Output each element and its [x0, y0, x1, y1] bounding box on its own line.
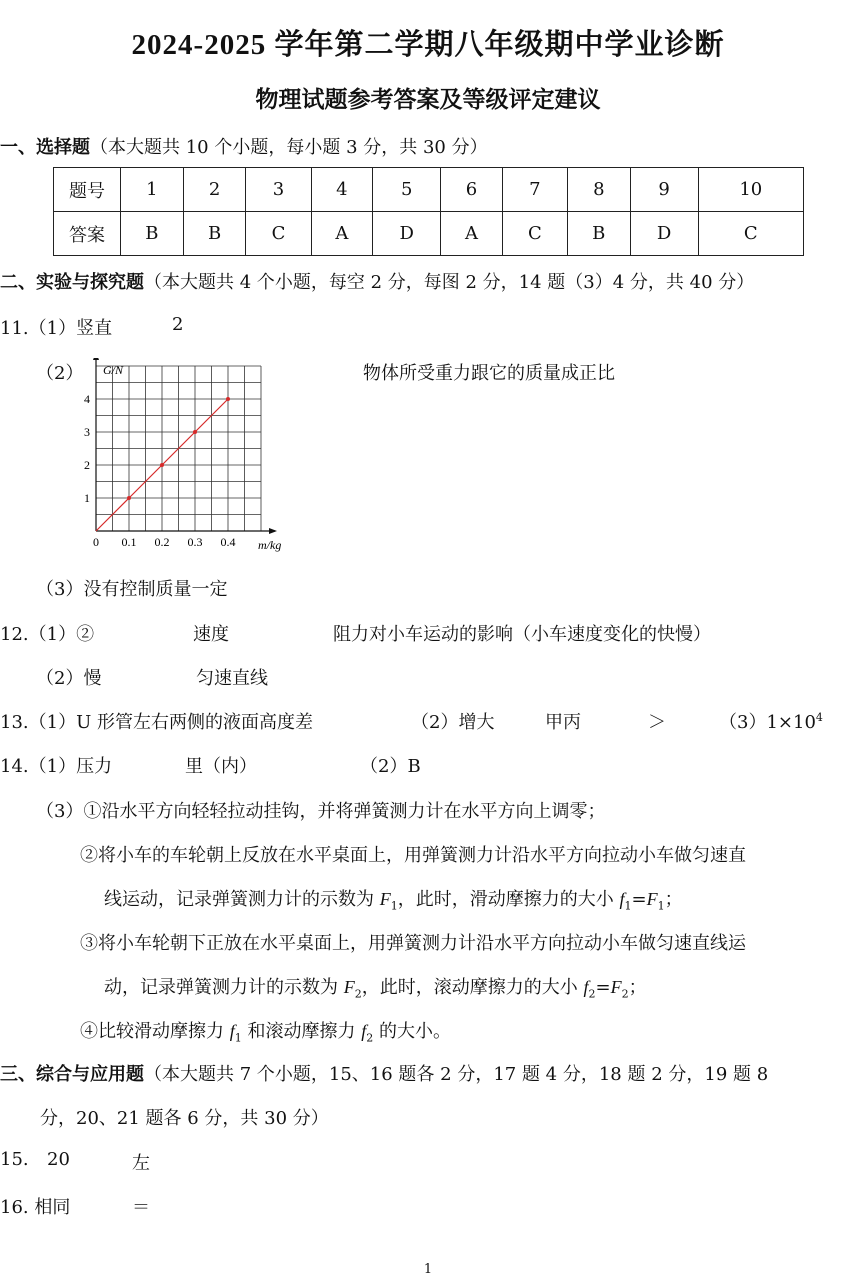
answer-cell: C [246, 212, 311, 256]
answer-table [53, 167, 804, 256]
section2-header [0, 268, 754, 294]
answer-cell: B [183, 212, 246, 256]
q14-part3-step3-cont [104, 973, 647, 1001]
q14-part3-step2-cont [104, 885, 683, 913]
symbol-f: f [619, 889, 625, 909]
q16: 16. 相同 [0, 1197, 71, 1218]
x-tick-label: 0.3 [187, 535, 203, 549]
x-tick-label: 0.1 [121, 535, 137, 549]
symbol-F: F [646, 889, 658, 909]
subscript: 1 [234, 1031, 242, 1045]
q12-part2-answer-b: 匀速直线 [196, 668, 268, 689]
q14-part3-step3: ③将小车轮朝下正放在水平桌面上，用弹簧测力计沿水平方向拉动小车做匀速直线运 [80, 933, 746, 954]
chart-y-axis-label: G/N [103, 363, 124, 377]
q13-part3-base: （3）1×10 [719, 712, 816, 733]
chart-axes [93, 358, 277, 534]
q14-part2: （2）B [360, 756, 421, 777]
question-number: 9 [630, 168, 698, 212]
q15-answer-a: 20 [47, 1149, 70, 1170]
y-tick-label: 3 [84, 425, 90, 439]
step4-text-b: 和滚动摩擦力 [241, 1021, 362, 1042]
x-axis-arrow [269, 528, 277, 534]
subscript: 2 [588, 987, 596, 1001]
q13-part2-answer-b: 甲丙 [545, 712, 581, 733]
data-point [193, 430, 197, 434]
q15-answer-b: 左 [132, 1153, 150, 1174]
data-point [226, 397, 230, 401]
chart-x-axis-label: m/kg [258, 538, 282, 552]
subscript: 1 [390, 899, 398, 913]
symbol-F: F [379, 889, 391, 909]
question-number: 8 [567, 168, 630, 212]
step4-text-c: 的大小。 [373, 1021, 451, 1042]
symbol-F: F [343, 977, 355, 997]
x-tick-label: 0.4 [220, 535, 236, 549]
q12-part2: （2）慢 [36, 668, 102, 689]
q15-number: 15. [0, 1149, 29, 1170]
row-label-number: 题号 [54, 168, 121, 212]
step3-text-c: ； [628, 977, 647, 998]
q14-part3-step1: （3）①沿水平方向轻轻拉动挂钩，并将弹簧测力计在水平方向上调零； [36, 801, 606, 822]
question-number: 7 [502, 168, 567, 212]
equals-sign: = [595, 977, 611, 998]
equals-sign: = [631, 889, 647, 910]
subscript: 2 [621, 987, 629, 1001]
q13-part1: 13.（1）U 形管左右两侧的液面高度差 [0, 712, 313, 733]
answer-cell: D [630, 212, 698, 256]
step3-text-b: ，此时，滚动摩擦力的大小 [361, 977, 584, 998]
step3-text-a: 动，记录弹簧测力计的示数为 [104, 977, 344, 998]
section1-header [0, 133, 488, 159]
subscript: 1 [624, 899, 632, 913]
question-number: 3 [246, 168, 311, 212]
document-title: 2024-2025 学年第二学期八年级期中学业诊断 [131, 29, 725, 61]
section2-heading: 二、实验与探究题 [0, 272, 144, 293]
q13-part2-answer-c: ＞ [648, 712, 666, 733]
section3-note: （本大题共 7 个小题，15、16 题各 2 分，17 题 4 分，18 题 2 分，19 题 8 [144, 1064, 769, 1085]
answer-cell: A [311, 212, 373, 256]
q16-answer-b: ＝ [132, 1197, 150, 1218]
symbol-f: f [583, 977, 589, 997]
g-m-graph [78, 358, 298, 558]
question-number: 6 [441, 168, 503, 212]
answer-cell: B [121, 212, 184, 256]
answer-cell: C [502, 212, 567, 256]
answer-cell: B [567, 212, 630, 256]
data-point [127, 496, 131, 500]
subscript: 1 [657, 899, 665, 913]
section3-note-cont: 分，20、21 题各 6 分，共 30 分） [40, 1108, 329, 1129]
q13-part3 [719, 708, 823, 734]
step2-text-b: ，此时，滑动摩擦力的大小 [397, 889, 620, 910]
document-subtitle: 物理试题参考答案及等级评定建议 [255, 86, 601, 113]
question-number: 10 [698, 168, 803, 212]
y-axis-arrow [93, 358, 99, 360]
subscript: 2 [354, 987, 362, 1001]
section1-heading: 一、选择题 [0, 137, 90, 158]
step2-text-c: ； [664, 889, 683, 910]
symbol-f: f [229, 1021, 235, 1041]
q12-part1-answer-c: 阻力对小车运动的影响（小车速度变化的快慢） [333, 624, 711, 645]
symbol-f: f [361, 1021, 367, 1041]
q14-part1-answer-b: 里（内） [185, 756, 257, 777]
answer-table-answer-row [54, 212, 804, 256]
step2-text-a: 线运动，记录弹簧测力计的示数为 [104, 889, 380, 910]
q14-part3-step4 [80, 1017, 451, 1045]
q11-part2-label: （2） [36, 363, 84, 384]
row-label-answer: 答案 [54, 212, 121, 256]
answer-table-number-row [54, 168, 804, 212]
answer-cell: D [373, 212, 441, 256]
y-tick-label: 1 [84, 491, 90, 505]
question-number: 5 [373, 168, 441, 212]
q11-part1: 11.（1）竖直 [0, 318, 113, 339]
answer-cell: C [698, 212, 803, 256]
x-tick-label: 0.2 [154, 535, 170, 549]
step4-text-a: ④比较滑动摩擦力 [80, 1021, 230, 1042]
section1-note: （本大题共 10 个小题，每小题 3 分，共 30 分） [90, 137, 488, 158]
symbol-F: F [610, 977, 622, 997]
q13-part2: （2）增大 [411, 712, 495, 733]
q12-part1-answer-b: 速度 [193, 624, 229, 645]
section2-note: （本大题共 4 个小题，每空 2 分，每图 2 分，14 题（3）4 分，共 40 分） [144, 272, 755, 293]
data-point [160, 463, 164, 467]
q13-part3-exponent: 4 [815, 711, 823, 724]
x-tick-label: 0 [93, 535, 99, 549]
page-number: 1 [423, 1262, 433, 1277]
answer-cell: A [441, 212, 503, 256]
subscript: 2 [366, 1031, 374, 1045]
q14-part1: 14.（1）压力 [0, 756, 113, 777]
q11-part1-answer: 2 [172, 314, 184, 335]
q11-part2-answer: 物体所受重力跟它的质量成正比 [363, 363, 615, 384]
y-tick-label: 4 [84, 392, 90, 406]
section3-header [0, 1060, 768, 1086]
section3-heading: 三、综合与应用题 [0, 1064, 144, 1085]
y-tick-label: 2 [84, 458, 90, 472]
question-number: 2 [183, 168, 246, 212]
question-number: 1 [121, 168, 184, 212]
chart-series [96, 397, 230, 531]
question-number: 4 [311, 168, 373, 212]
q11-part3: （3）没有控制质量一定 [36, 579, 228, 600]
q12-part1: 12.（1）② [0, 624, 95, 645]
q14-part3-step2: ②将小车的车轮朝上反放在水平桌面上，用弹簧测力计沿水平方向拉动小车做匀速直 [80, 845, 746, 866]
